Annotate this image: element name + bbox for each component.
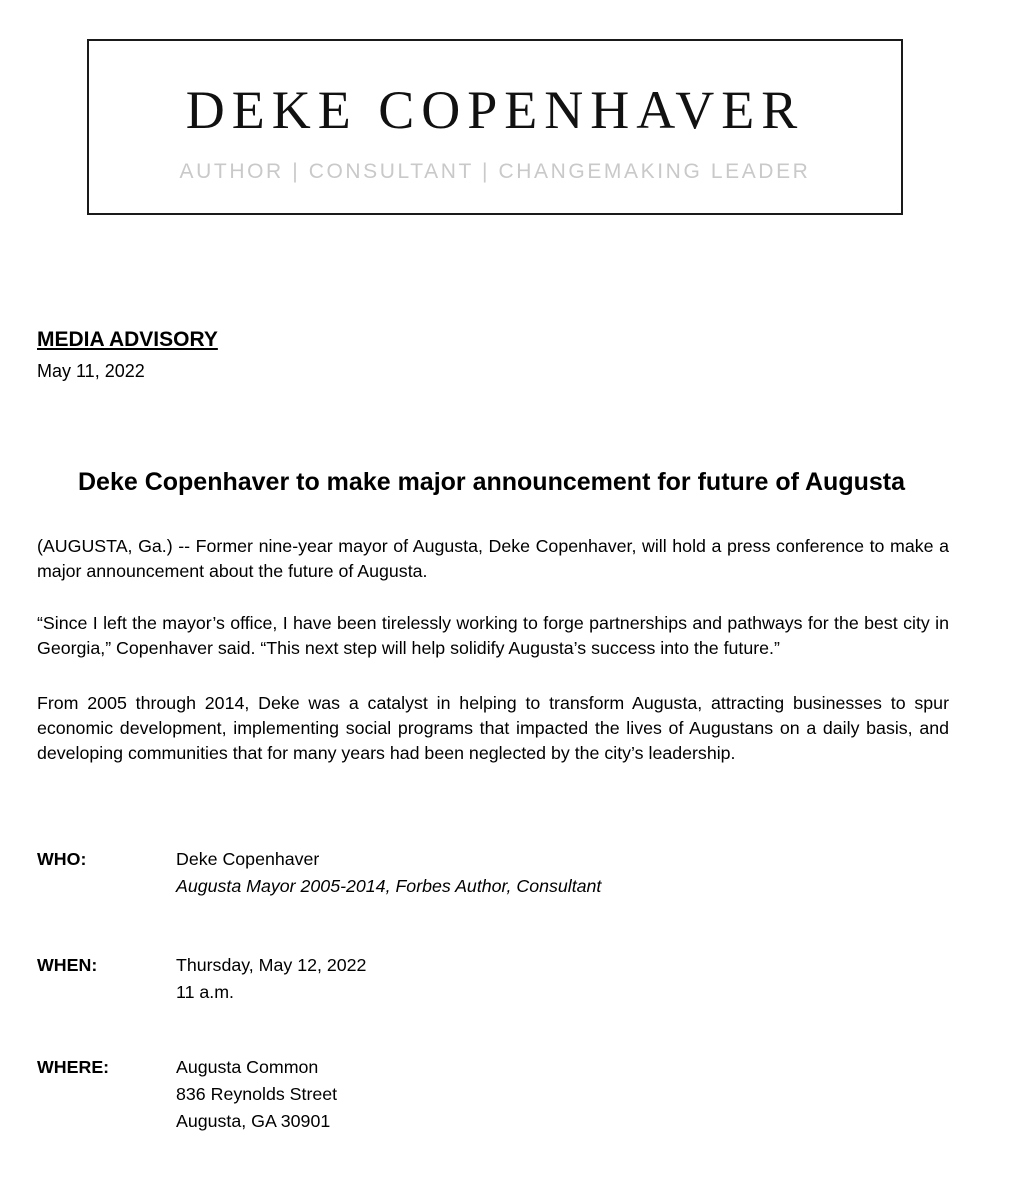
where-label: WHERE:	[37, 1057, 110, 1077]
when-date: Thursday, May 12, 2022	[176, 955, 367, 975]
paragraph-background: From 2005 through 2014, Deke was a catalyst in helping to transform Augusta, attracting businesses to spur economic development, implementing social programs that impacted the lives of Augustans on a daily basis, and developing communities that for many years had been neglected by the city’s leadership.	[37, 693, 949, 763]
where-value	[176, 1054, 337, 1135]
paragraph-intro: (AUGUSTA, Ga.) -- Former nine-year mayor of Augusta, Deke Copenhaver, will hold a press conference to make a major announcement about the future of Augusta.	[37, 536, 949, 581]
letterhead-tagline: AUTHOR | CONSULTANT | CHANGEMAKING LEADER	[179, 160, 811, 183]
when-label: WHEN:	[37, 955, 98, 975]
media-advisory-heading: MEDIA ADVISORY	[37, 328, 218, 351]
paragraph-quote: “Since I left the mayor’s office, I have been tirelessly working to forge partnerships and pathways for the best city in Georgia,” Copenhaver said. “This next step will help solidify Augusta’s success into the future.”	[37, 613, 949, 658]
letterhead-box	[87, 39, 903, 215]
who-title: Augusta Mayor 2005-2014, Forbes Author, Consultant	[176, 876, 602, 896]
who-value	[176, 846, 601, 900]
who-name: Deke Copenhaver	[176, 849, 320, 869]
press-headline: Deke Copenhaver to make major announcement for future of Augusta	[78, 468, 905, 496]
letterhead-name: DEKE COPENHAVER	[185, 80, 805, 140]
when-value	[176, 952, 366, 1006]
who-label: WHO:	[37, 849, 87, 869]
where-street: 836 Reynolds Street	[176, 1084, 338, 1104]
advisory-date: May 11, 2022	[37, 361, 145, 381]
where-venue: Augusta Common	[176, 1057, 319, 1077]
when-time: 11 a.m.	[176, 982, 234, 1002]
where-city: Augusta, GA 30901	[176, 1111, 331, 1131]
